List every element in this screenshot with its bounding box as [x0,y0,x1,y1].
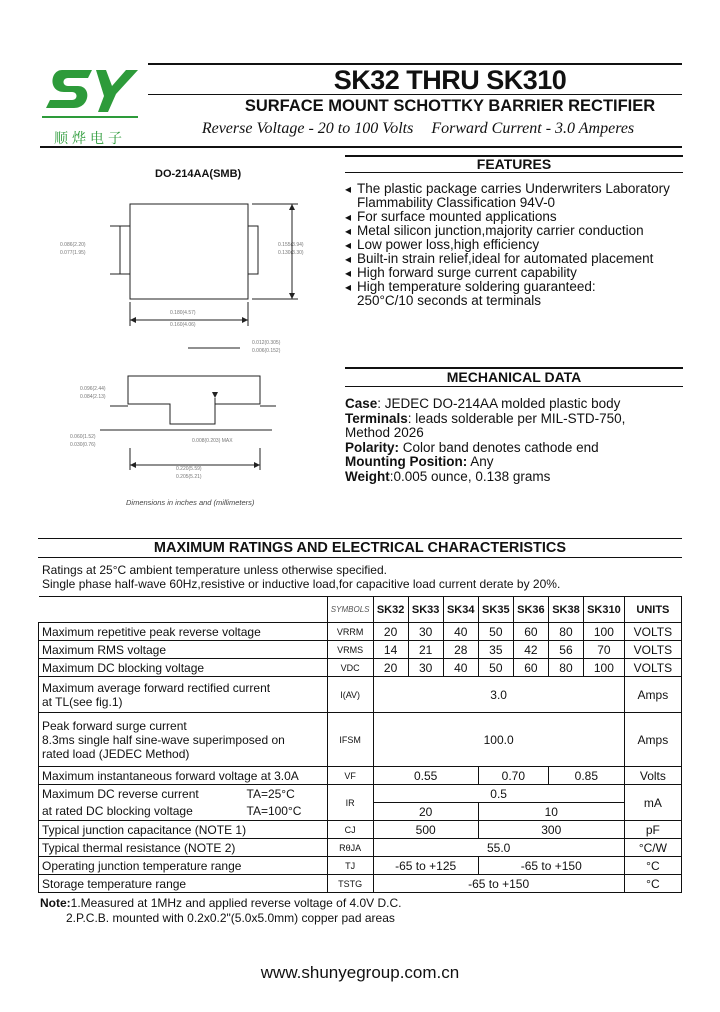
table-row [39,641,682,659]
symbol-rja: RθJA [327,839,373,857]
cell: 0.85 [548,767,624,785]
symbol-cj: CJ [327,821,373,839]
cell: 42 [513,641,548,659]
svg-text:0.008(0.203) MAX: 0.008(0.203) MAX [192,438,233,444]
table-row [39,785,682,803]
cell: 56 [548,641,583,659]
weight-label: Weight [345,468,390,484]
note-1: 1.Measured at 1MHz and applied reverse voltage of 4.0V D.C. [70,896,402,910]
unit-cell: VOLTS [624,659,681,677]
unit-cell: Amps [624,677,681,713]
row-label-cj: Typical junction capacitance (NOTE 1) [39,821,328,839]
weight-value: :0.005 ounce, 0.138 grams [389,468,551,484]
footer-url[interactable]: www.shunyegroup.com.cn [260,963,460,982]
cell: 20 [373,623,408,641]
unit-cell: mA [624,785,681,821]
svg-text:0.220(5.59): 0.220(5.59) [176,466,202,472]
cell: 28 [443,641,478,659]
unit-cell: °C/W [624,839,681,857]
cell: 60 [513,659,548,677]
cell: 50 [478,623,513,641]
svg-text:0.084(2.13): 0.084(2.13) [80,394,106,400]
unit-cell: °C [624,857,681,875]
unit-cell: pF [624,821,681,839]
cell: 14 [373,641,408,659]
company-logo [40,62,140,152]
reverse-voltage-text: Reverse Voltage - 20 to 100 Volts [201,120,414,137]
features-list [345,182,675,308]
table-row [39,821,682,839]
polarity-label: Polarity: [345,439,400,455]
cell: 40 [443,623,478,641]
cell: -65 to +125 [373,857,478,875]
cell: 10 [478,803,624,821]
feature-item: ◂ For surface mounted applications [345,210,675,224]
row-label-ifsm [39,713,328,767]
unit-cell: Amps [624,713,681,767]
package-outline-diagram [40,180,330,520]
row-label-vdc: Maximum DC blocking voltage [39,659,328,677]
ratings-rule-top [38,538,682,539]
cell: 35 [478,641,513,659]
unit-cell: Volts [624,767,681,785]
col-sk38: SK38 [548,597,583,623]
cell: 80 [548,623,583,641]
dimensions-note: Dimensions in inches and (millimeters) [126,498,255,507]
symbol-tj: TJ [327,857,373,875]
forward-current-text: Forward Current - 3.0 Amperes [431,120,635,137]
cell: 0.70 [478,767,548,785]
cell: 21 [408,641,443,659]
feature-item: ◂ Low power loss,high efficiency [345,238,675,252]
terminals-method: Method 2026 [345,425,424,440]
row-label-tstg: Storage temperature range [39,875,328,893]
feature-item: 250°C/10 seconds at terminals [357,293,541,308]
ratings-heading: MAXIMUM RATINGS AND ELECTRICAL CHARACTERISTICS [153,540,567,556]
table-row [39,875,682,893]
symbol-vf: VF [327,767,373,785]
cell: 80 [548,659,583,677]
ifsm-label-line3: rated load (JEDEC Method) [42,746,190,761]
footnotes [40,896,402,926]
symbol-vrrm: VRRM [327,623,373,641]
unit-cell: VOLTS [624,623,681,641]
svg-text:0.006(0.152): 0.006(0.152) [252,348,281,354]
symbol-vrms: VRMS [327,641,373,659]
feature-item: ◂ High forward surge current capability [345,266,675,280]
cell: 30 [408,659,443,677]
table-row [39,767,682,785]
svg-text:0.030(0.76): 0.030(0.76) [70,442,96,448]
svg-text:0.012(0.305): 0.012(0.305) [252,340,281,346]
terminals-value: : leads solderable per MIL-STD-750, [407,410,626,426]
cell: 500 [373,821,478,839]
ratings-note-2: Single phase half-wave 60Hz,resistive or inductive load,for capacitive load current derate by 20%. [42,577,561,591]
note-2: 2.P.C.B. mounted with 0.2x0.2"(5.0x5.0mm) copper pad areas [66,911,395,925]
col-sk36: SK36 [513,597,548,623]
cell: -65 to +150 [478,857,624,875]
mounting-label: Mounting Position: [345,454,468,469]
cell: 100 [584,659,625,677]
unit-cell: VOLTS [624,641,681,659]
col-sk35: SK35 [478,597,513,623]
cell: 55.0 [373,839,624,857]
table-row [39,839,682,857]
col-sk32: SK32 [373,597,408,623]
table-row [39,857,682,875]
table-header-row [39,597,682,623]
svg-text:0.205(5.21): 0.205(5.21) [176,474,202,480]
cell: 3.0 [373,677,624,713]
unit-cell: °C [624,875,681,893]
cell: 60 [513,623,548,641]
symbol-ir: IR [327,785,373,821]
cell: 0.5 [373,785,624,803]
ratings-rule-bottom [38,557,682,558]
row-label-tj: Operating junction temperature range [39,857,328,875]
terminals-label: Terminals [345,410,408,426]
features-heading: FEATURES [476,156,552,172]
ratings-table [38,596,682,893]
feature-item: ◂ Built-in strain relief,ideal for automated placement [345,252,675,266]
cell: 20 [373,803,478,821]
cell: 300 [478,821,624,839]
cell: 20 [373,659,408,677]
units-header: UNITS [624,597,681,623]
cell: 100 [584,623,625,641]
ir-cond-25: TA=25°C [246,786,295,801]
feature-item: ◂ High temperature soldering guaranteed: [345,280,675,294]
svg-text:0.060(1.52): 0.060(1.52) [70,434,96,440]
cell: 0.55 [373,767,478,785]
table-row [39,677,682,713]
header-rule-bottom [40,146,682,148]
col-sk33: SK33 [408,597,443,623]
case-value: : JEDEC DO-214AA molded plastic body [377,396,621,411]
row-label-vf: Maximum instantaneous forward voltage at 3.0A [39,767,328,785]
symbol-vdc: VDC [327,659,373,677]
ir-label-line2: at rated DC blocking voltage [42,804,193,819]
table-row [39,713,682,767]
row-label-vrrm: Maximum repetitive peak reverse voltage [39,623,328,641]
features-rule-bottom [345,172,683,173]
mech-rule-bottom [345,386,683,387]
svg-text:0.077(1.95): 0.077(1.95) [60,250,86,256]
cell: 100.0 [373,713,624,767]
svg-text:0.130(3.30): 0.130(3.30) [278,250,304,256]
ir-label-line1: Maximum DC reverse current [42,786,199,801]
ratings-notes [42,563,560,591]
svg-text:0.096(2.44): 0.096(2.44) [80,386,106,392]
iav-label-line2: at TL(see fig.1) [42,694,123,709]
case-label: Case [345,396,378,411]
package-body-top-view [130,204,248,299]
symbol-iav: I(AV) [327,677,373,713]
notes-label: Note: [40,896,71,910]
row-label-rja: Typical thermal resistance (NOTE 2) [39,839,328,857]
symbol-tstg: TSTG [327,875,373,893]
cell: -65 to +150 [373,875,624,893]
table-row [39,623,682,641]
ifsm-label-line2: 8.3ms single half sine-wave superimposed on [42,732,285,747]
row-label-ir-25 [39,785,328,803]
row-label-vrms: Maximum RMS voltage [39,641,328,659]
table-row [39,659,682,677]
part-title: SK32 THRU SK310 [333,65,567,95]
col-sk34: SK34 [443,597,478,623]
feature-item: Flammability Classification 94V-0 [357,195,556,210]
cell: 50 [478,659,513,677]
svg-text:0.180(4.57): 0.180(4.57) [170,310,196,316]
polarity-value: Color band denotes cathode end [399,439,599,455]
company-name-chinese: 顺烨电子 [54,130,126,146]
ifsm-label-line1: Peak forward surge current [42,718,187,733]
cell: 30 [408,623,443,641]
cell: 70 [584,641,625,659]
iav-label-line1: Maximum average forward rectified current [42,680,271,695]
cell: 40 [443,659,478,677]
feature-item: ◂ The plastic package carries Underwriters Laboratory [345,182,675,196]
svg-text:0.086(2.20): 0.086(2.20) [60,242,86,248]
header-blank [39,597,328,623]
package-label: DO-214AA(SMB) [155,168,242,180]
row-label-ir-100 [39,803,328,821]
mechanical-data [345,397,685,484]
svg-text:0.155(3.94): 0.155(3.94) [278,242,304,248]
part-subtitle: SURFACE MOUNT SCHOTTKY BARRIER RECTIFIER [244,97,656,115]
col-sk310: SK310 [584,597,625,623]
svg-text:0.160(4.06): 0.160(4.06) [170,322,196,328]
row-label-iav [39,677,328,713]
symbol-ifsm: IFSM [327,713,373,767]
feature-item: ◂ Metal silicon junction,majority carrier conduction [345,224,675,238]
mounting-value: Any [467,454,494,469]
ir-cond-100: TA=100°C [246,804,302,819]
mechanical-heading: MECHANICAL DATA [446,369,582,385]
symbols-header: SYMBOLS [327,597,373,623]
rating-summary [178,120,658,138]
ratings-note-1: Ratings at 25°C ambient temperature unless otherwise specified. [42,563,387,577]
